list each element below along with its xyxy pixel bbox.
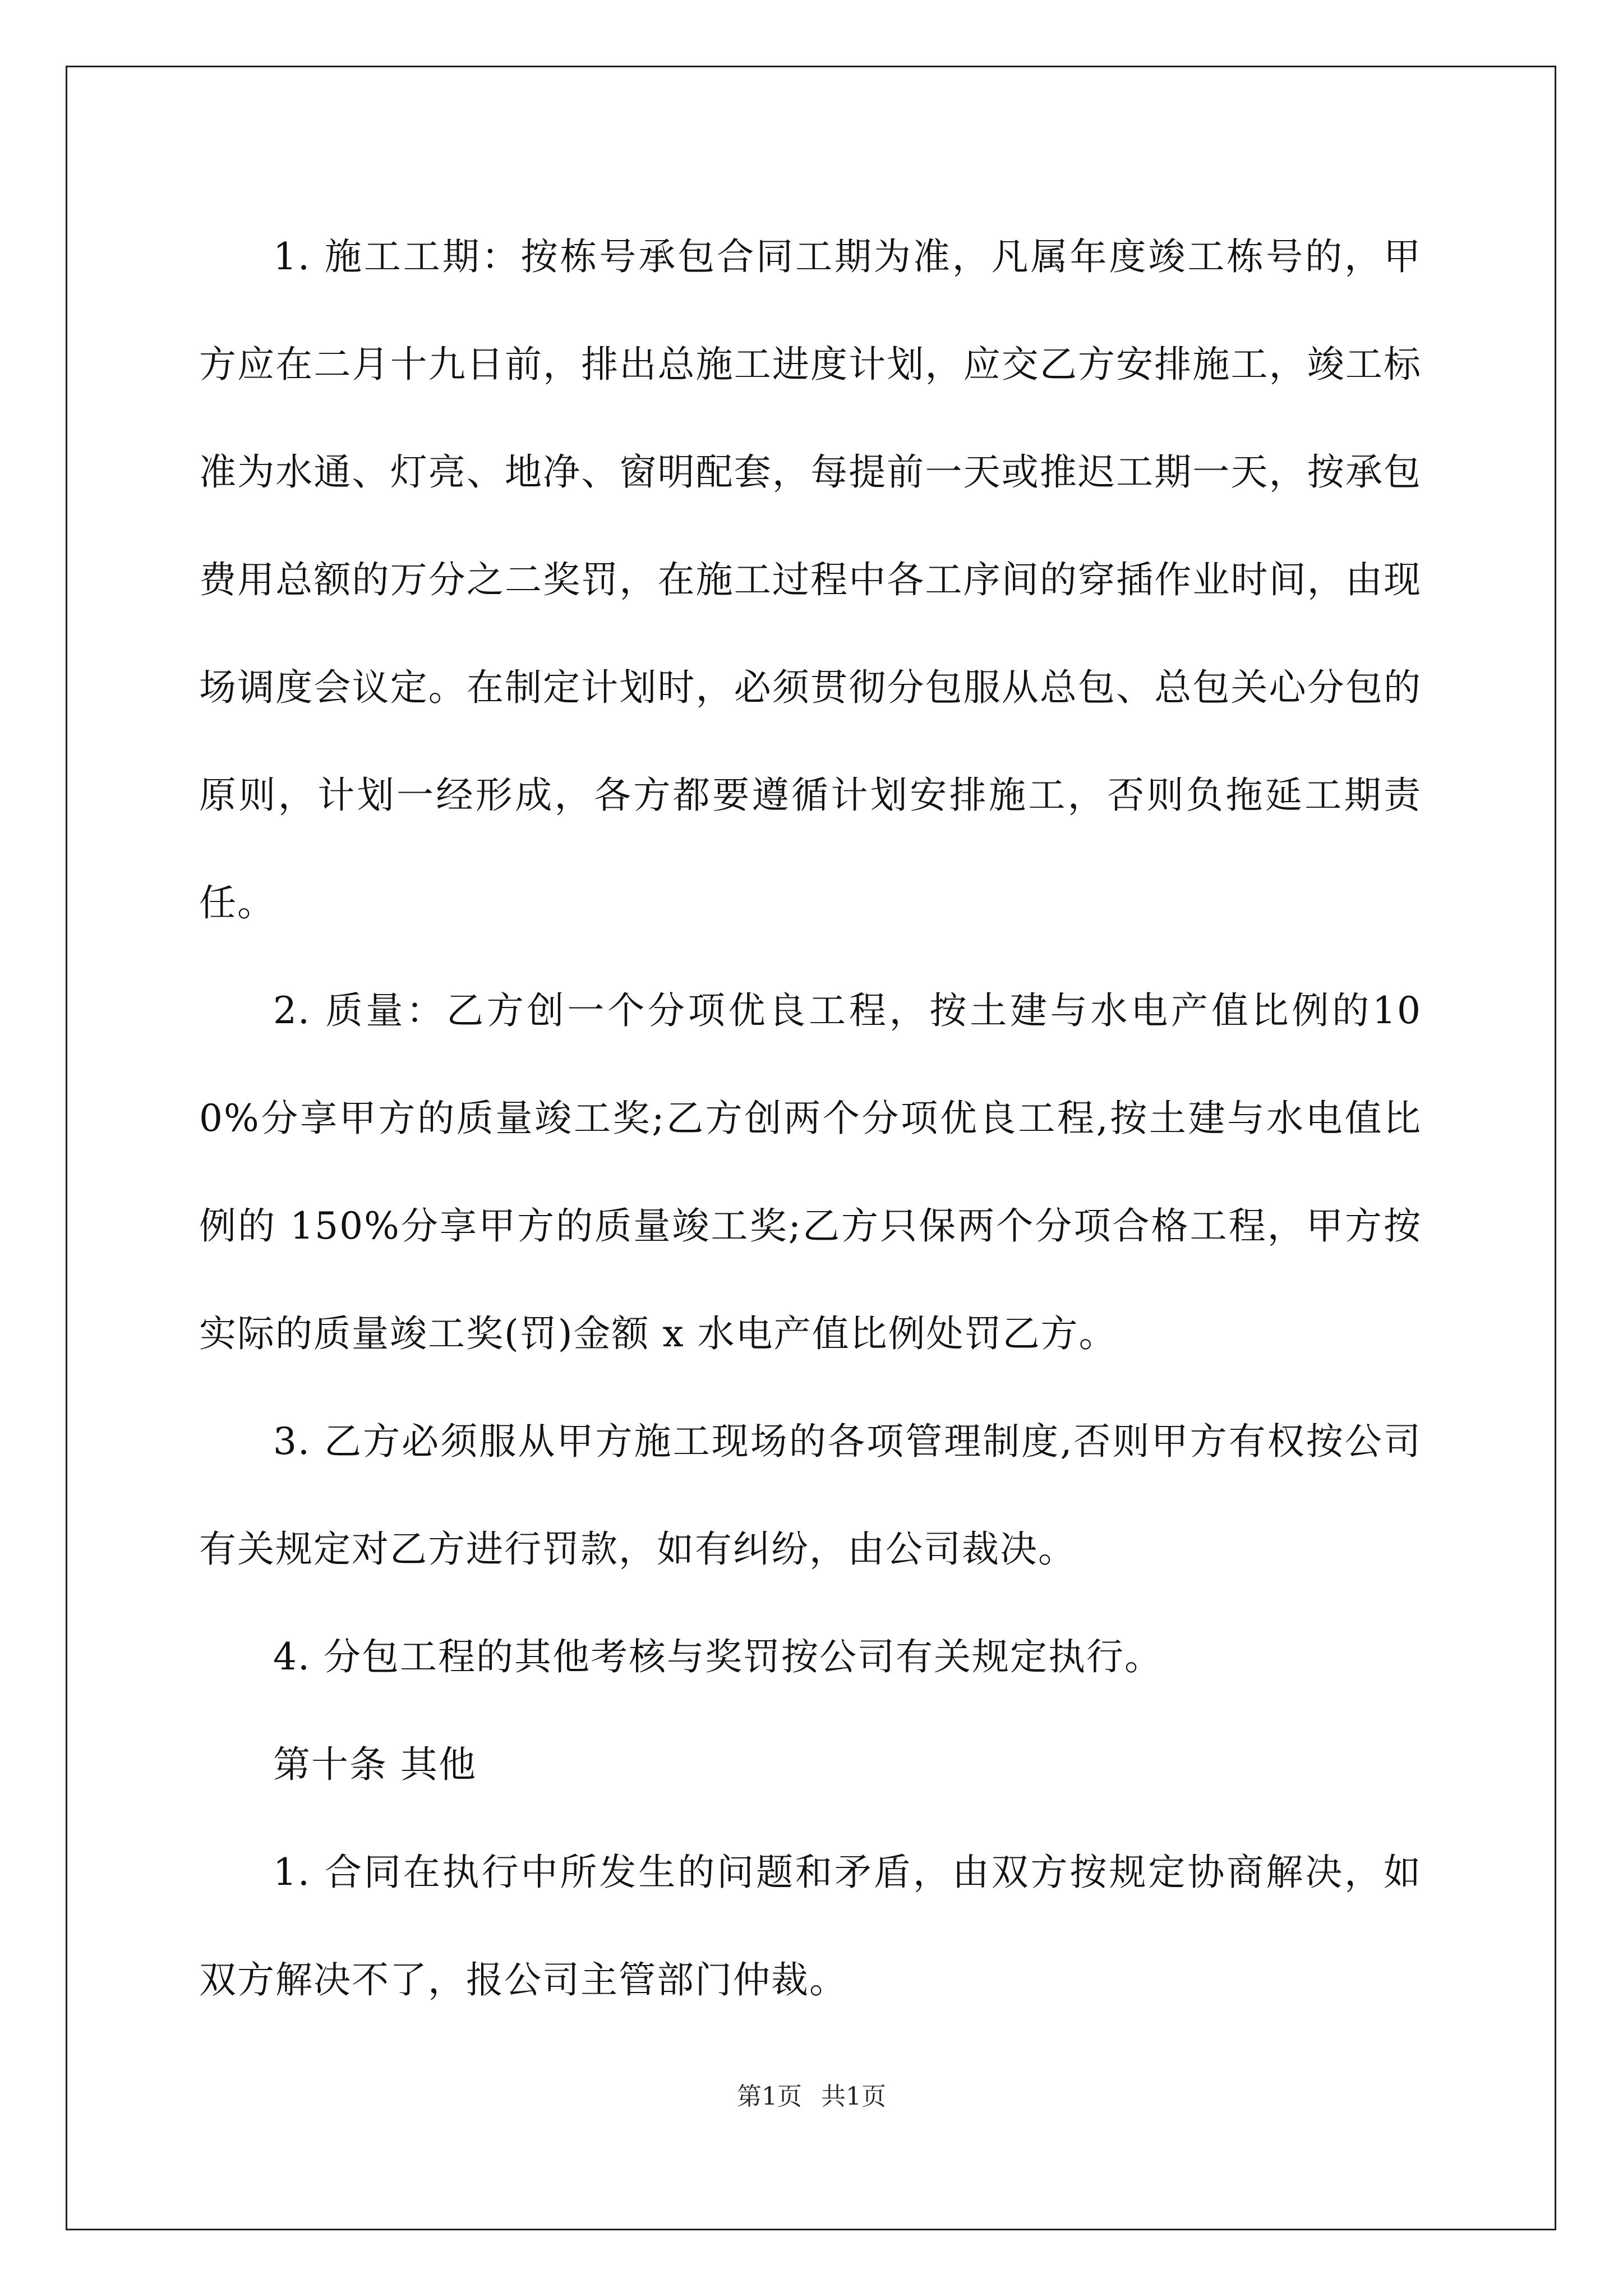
paragraph-management-rules: 3. 乙方必须服从甲方施工现场的各项管理制度,否则甲方有权按公司有关规定对乙方进行罚款，如有纠纷，由公司裁决。 [199,1420,1422,1571]
paragraph-quality: 2. 质量：乙方创一个分项优良工程，按土建与水电产值比例的100%分享甲方的质量竣工奖;乙方创两个分项优良工程,按土建与水电值比例的 150%分享甲方的质量竣工奖;乙方只保两个分项合格工程，甲方按实际的质量竣工奖(罚)金额 x 水电产值比例处罚乙方。 [199,989,1422,1355]
paragraph-other-assessment: 4. 分包工程的其他考核与奖罚按公司有关规定执行。 [273,1635,1163,1678]
page-number-total: 共1页 [821,2082,886,2111]
section-heading-article-ten: 第十条 其他 [273,1743,477,1786]
paragraph-construction-period: 1. 施工工期：按栋号承包合同工期为准，凡属年度竣工栋号的，甲方应在二月十九日前，排出总施工进度计划，应交乙方安排施工，竣工标准为水通、灯亮、地净、窗明配套，每提前一天或推迟工期一天，按承包费用总额的万分之二奖罚，在施工过程中各工序间的穿插作业时间，由现场调度会议定。在制定计划时，必须贯彻分包服从总包、总包关心分包的原则，计划一经形成，各方都要遵循计划安排施工，否则负拖延工期责任。 [199,235,1422,924]
document-body [199,203,1422,2034]
page-footer [0,2080,1623,2114]
page-number-current: 第1页 [737,2082,802,2111]
paragraph-dispute-resolution: 1. 合同在执行中所发生的问题和矛盾，由双方按规定协商解决，如双方解决不了，报公司主管部门仲裁。 [199,1851,1422,2001]
